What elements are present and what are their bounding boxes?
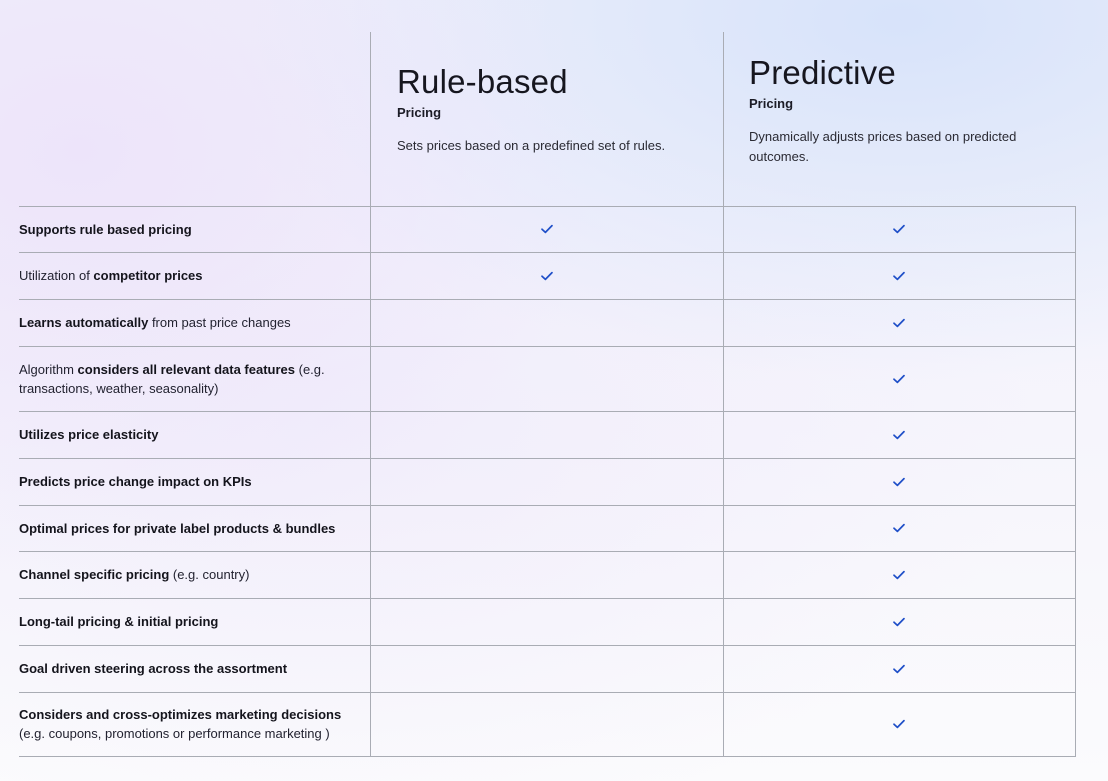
feature-text-bold: considers all relevant data features (77, 362, 296, 377)
table-row (19, 551, 1076, 598)
table-row (19, 346, 1076, 411)
table-top-border (19, 206, 1076, 207)
checkmark-icon (892, 616, 906, 628)
feature-text: Utilization of (19, 268, 94, 283)
column-subtitle-predictive: Pricing (749, 96, 794, 111)
feature-text-bold: Goal driven steering across the assortment (19, 661, 288, 676)
feature-text-bold: Long-tail pricing & initial pricing (19, 614, 219, 629)
row-divider (19, 252, 1076, 253)
column-header-predictive (749, 55, 1039, 167)
checkmark-icon (892, 663, 906, 675)
feature-text-bold: Supports rule based pricing (19, 222, 192, 237)
checkmark-icon (540, 223, 554, 235)
feature-text-bold: Considers and cross-optimizes marketing decisions (19, 707, 342, 722)
row-divider (19, 299, 1076, 300)
feature-label (19, 659, 359, 678)
row-divider (19, 505, 1076, 506)
table-row (19, 505, 1076, 551)
feature-text-bold: Predicts price change impact on KPIs (19, 474, 252, 489)
row-divider (19, 756, 1076, 757)
feature-text: (e.g. country) (169, 567, 250, 582)
checkmark-icon (892, 429, 906, 441)
checkmark-icon (892, 317, 906, 329)
checkmark-icon (892, 522, 906, 534)
column-title-predictive: Predictive (749, 54, 896, 91)
feature-text-bold: Learns automatically (19, 315, 149, 330)
row-divider (19, 458, 1076, 459)
table-row (19, 692, 1076, 756)
feature-label (19, 565, 359, 584)
feature-label (19, 472, 359, 491)
column-description-predictive: Dynamically adjusts prices based on predicted outcomes. (749, 129, 1017, 164)
feature-text: from past price changes (148, 315, 291, 330)
feature-text-bold: competitor prices (93, 268, 203, 283)
feature-label (19, 360, 359, 398)
table-row (19, 598, 1076, 645)
feature-label (19, 313, 359, 332)
table-row (19, 299, 1076, 346)
feature-text-bold: Channel specific pricing (19, 567, 170, 582)
feature-label (19, 519, 359, 538)
feature-label (19, 705, 359, 743)
checkmark-icon (540, 270, 554, 282)
checkmark-icon (892, 223, 906, 235)
row-divider (19, 551, 1076, 552)
feature-text-bold: Utilizes price elasticity (19, 427, 159, 442)
table-row (19, 411, 1076, 458)
table-row (19, 458, 1076, 505)
table-row (19, 252, 1076, 299)
row-divider (19, 411, 1076, 412)
checkmark-icon (892, 718, 906, 730)
feature-text-bold: Optimal prices for private label products & bundles (19, 521, 336, 536)
checkmark-icon (892, 569, 906, 581)
column-description-rule-based: Sets prices based on a predefined set of rules. (397, 138, 666, 153)
feature-text: (e.g. coupons, promotions or performance marketing ) (19, 726, 330, 741)
column-subtitle-rule-based: Pricing (397, 105, 442, 120)
feature-label (19, 425, 359, 444)
row-divider (19, 346, 1076, 347)
checkmark-icon (892, 476, 906, 488)
feature-label (19, 266, 359, 285)
feature-text: (e.g. transactions, weather, seasonality) (19, 362, 325, 396)
row-divider (19, 598, 1076, 599)
column-header-rule-based (397, 64, 697, 156)
column-title-rule-based: Rule-based (397, 63, 568, 100)
row-divider (19, 645, 1076, 646)
checkmark-icon (892, 373, 906, 385)
table-row (19, 206, 1076, 252)
checkmark-icon (892, 270, 906, 282)
feature-text: Algorithm (19, 362, 78, 377)
row-divider (19, 692, 1076, 693)
feature-label (19, 220, 359, 239)
feature-label (19, 612, 359, 631)
table-row (19, 645, 1076, 692)
